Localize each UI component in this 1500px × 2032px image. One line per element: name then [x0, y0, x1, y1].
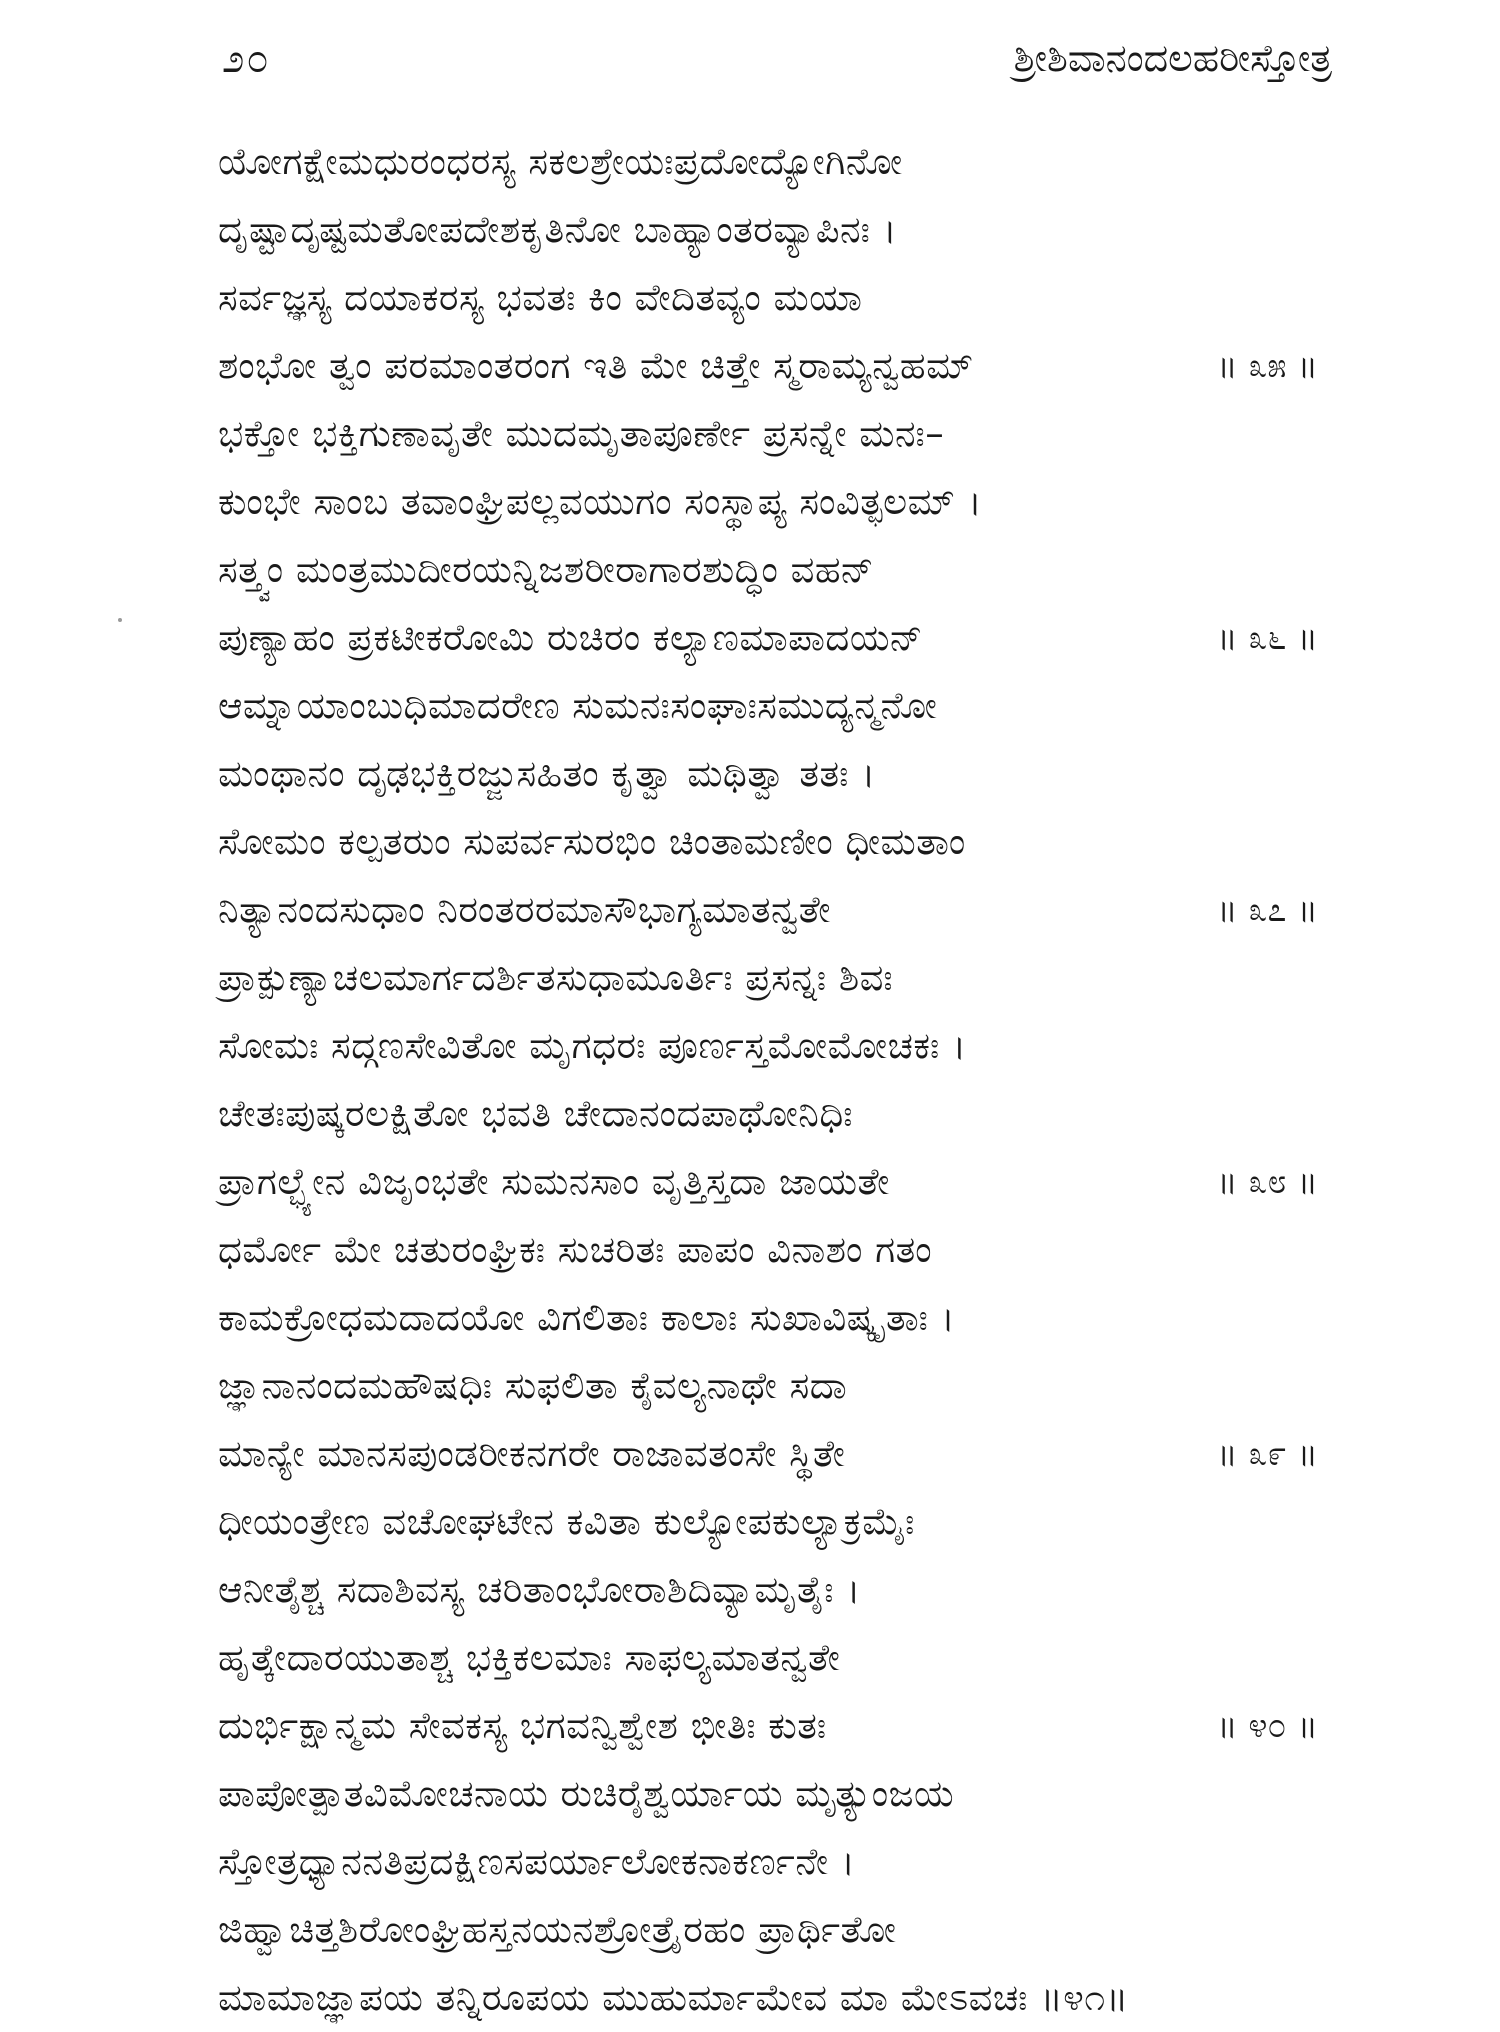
verse-number: ॥ ೩೬ ॥	[1216, 618, 1318, 658]
verse-number: ॥ ೪೦ ॥	[1216, 1706, 1318, 1746]
verse-line: ದುರ್ಭಿಕ್ಷಾನ್ಮಮ ಸೇವಕಸ್ಯ ಭಗವನ್ವಿಶ್ವೇಶ ಭೀತಿಃ ಕುತಃ	[218, 1704, 827, 1747]
verse-line: ಜ್ಞಾನಾನಂದಮಹೌಷಧಿಃ ಸುಫಲಿತಾ ಕೈವಲ್ಯನಾಥೇ ಸದಾ	[218, 1364, 848, 1407]
verse-line: ಸರ್ವಜ್ಞಸ್ಯ ದಯಾಕರಸ್ಯ ಭವತಃ ಕಿಂ ವೇದಿತವ್ಯಂ ಮಯಾ	[218, 276, 863, 319]
verse-line: ಸತ್ತ್ವಂ ಮಂತ್ರಮುದೀರಯನ್ನಿಜಶರೀರಾಗಾರಶುದ್ಧಿಂ ವಹನ್	[218, 548, 875, 591]
verse-line: ಧರ್ಮೋ ಮೇ ಚತುರಂಘ್ರಿಕಃ ಸುಚರಿತಃ ಪಾಪಂ ವಿನಾಶಂ ಗತಂ	[218, 1228, 933, 1271]
verse-39	[218, 1216, 1328, 1488]
verse-line: ಯೋಗಕ್ಷೇಮಧುರಂಧರಸ್ಯ ಸಕಲಶ್ರೇಯಃಪ್ರದೋದ್ಯೋಗಿನೋ	[218, 140, 903, 183]
verse-line: ಜಿಹ್ವಾಚಿತ್ತಶಿರೋಂಘ್ರಿಹಸ್ತನಯನಶ್ರೋತ್ರೈರಹಂ ಪ್ರಾರ್ಥಿತೋ	[218, 1908, 897, 1951]
verse-line: ದೃಷ್ಟಾದೃಷ್ಟಮತೋಪದೇಶಕೃತಿನೋ ಬಾಹ್ಯಾಂತರವ್ಯಾಪಿನಃ ।	[218, 208, 898, 251]
verse-line: ಕುಂಭೇ ಸಾಂಬ ತವಾಂಘ್ರಿಪಲ್ಲವಯುಗಂ ಸಂಸ್ಥಾಪ್ಯ ಸಂವಿತ್ಫಲಮ್ ।	[218, 480, 983, 523]
verse-line: ಮಾಮಾಜ್ಞಾಪಯ ತನ್ನಿರೂಪಯ ಮುಹುರ್ಮಾಮೇವ ಮಾ ಮೇಽವಚಃ ॥೪೧॥	[218, 1976, 1129, 2019]
verse-41	[218, 1760, 1328, 2032]
verse-line: ನಿತ್ಯಾನಂದಸುಧಾಂ ನಿರಂತರರಮಾಸೌಭಾಗ್ಯಮಾತನ್ವತೇ	[218, 888, 831, 931]
verse-line: ಧೀಯಂತ್ರೇಣ ವಚೋಘಟೇನ ಕವಿತಾ ಕುಲ್ಯೋಪಕುಲ್ಯಾಕ್ರಮೈಃ	[218, 1500, 915, 1543]
verse-number: ॥ ೩೫ ॥	[1216, 346, 1318, 386]
verse-list	[218, 128, 1328, 2032]
verse-36	[218, 400, 1328, 672]
verse-line: ಕಾಮಕ್ರೋಧಮದಾದಯೋ ವಿಗಲಿತಾಃ ಕಾಲಾಃ ಸುಖಾವಿಷ್ಕೃತಾಃ ।	[218, 1296, 956, 1339]
page-number: ೨೦	[222, 36, 271, 82]
verse-37	[218, 672, 1328, 944]
verse-40	[218, 1488, 1328, 1760]
verse-line: ಚೇತಃಪುಷ್ಕರಲಕ್ಷಿತೋ ಭವತಿ ಚೇದಾನಂದಪಾಥೋನಿಧಿಃ	[218, 1092, 853, 1135]
verse-line: ಮಂಥಾನಂ ದೃಢಭಕ್ತಿರಜ್ಜುಸಹಿತಂ ಕೃತ್ವಾ ಮಥಿತ್ವಾ ತತಃ ।	[218, 752, 876, 795]
verse-38	[218, 944, 1328, 1216]
verse-line: ಸ್ತೋತ್ರಧ್ಯಾನನತಿಪ್ರದಕ್ಷಿಣಸಪರ್ಯಾಲೋಕನಾಕರ್ಣನೇ ।	[218, 1840, 856, 1883]
running-title: ಶ್ರೀಶಿವಾನಂದಲಹರೀಸ್ತೋತ್ರ	[1013, 36, 1332, 80]
verse-line: ಪಾಪೋತ್ಪಾತವಿಮೋಚನಾಯ ರುಚಿರೈಶ್ವರ್ಯಾಯ ಮೃತ್ಯುಂಜಯ	[218, 1772, 955, 1815]
page-header	[0, 36, 1500, 96]
verse-35	[218, 128, 1328, 400]
verse-line: ಆಮ್ನಾಯಾಂಬುಧಿಮಾದರೇಣ ಸುಮನಃಸಂಘಾಃಸಮುದ್ಯನ್ಮನೋ	[218, 684, 938, 727]
verse-number: ॥ ೩೭ ॥	[1216, 890, 1318, 930]
verse-number: ॥ ೩೮ ॥	[1216, 1162, 1318, 1202]
verse-line: ಭಕ್ತೋ ಭಕ್ತಿಗುಣಾವೃತೇ ಮುದಮೃತಾಪೂರ್ಣೇ ಪ್ರಸನ್ನೇ ಮನಃ–	[218, 412, 945, 455]
verse-line: ಸೋಮಃ ಸದ್ಗಣಸೇವಿತೋ ಮೃಗಧರಃ ಪೂರ್ಣಸ್ತಮೋಮೋಚಕಃ ।	[218, 1024, 967, 1067]
verse-line: ಪ್ರಾಗಲ್ಭ್ಯೇನ ವಿಜೃಂಭತೇ ಸುಮನಸಾಂ ವೃತ್ತಿಸ್ತದಾ ಜಾಯತೇ	[218, 1160, 890, 1203]
verse-line: ಆನೀತೈಶ್ಚ ಸದಾಶಿವಸ್ಯ ಚರಿತಾಂಭೋರಾಶಿದಿವ್ಯಾಮೃತೈಃ ।	[218, 1568, 861, 1611]
verse-line: ಪುಣ್ಯಾಹಂ ಪ್ರಕಟೀಕರೋಮಿ ರುಚಿರಂ ಕಲ್ಯಾಣಮಾಪಾದಯನ್	[218, 616, 924, 659]
scan-speck	[118, 618, 122, 622]
verse-line: ಪ್ರಾಕ್ಪುಣ್ಯಾಚಲಮಾರ್ಗದರ್ಶಿತಸುಧಾಮೂರ್ತಿಃ ಪ್ರಸನ್ನಃ ಶಿವಃ	[218, 956, 894, 999]
verse-line: ಸೋಮಂ ಕಲ್ಪತರುಂ ಸುಪರ್ವಸುರಭಿಂ ಚಿಂತಾಮಣೀಂ ಧೀಮತಾಂ	[218, 820, 966, 863]
verse-line: ಶಂಭೋ ತ್ವಂ ಪರಮಾಂತರಂಗ ಇತಿ ಮೇ ಚಿತ್ತೇ ಸ್ಮರಾಮ್ಯನ್ವಹಮ್	[218, 344, 974, 387]
verse-line: ಮಾನ್ಯೇ ಮಾನಸಪುಂಡರೀಕನಗರೇ ರಾಜಾವತಂಸೇ ಸ್ಥಿತೇ	[218, 1432, 846, 1475]
verse-number: ॥ ೩೯ ॥	[1216, 1434, 1318, 1474]
verse-line: ಹೃತ್ಕೇದಾರಯುತಾಶ್ಚ ಭಕ್ತಿಕಲಮಾಃ ಸಾಫಲ್ಯಮಾತನ್ವತೇ	[218, 1636, 841, 1679]
